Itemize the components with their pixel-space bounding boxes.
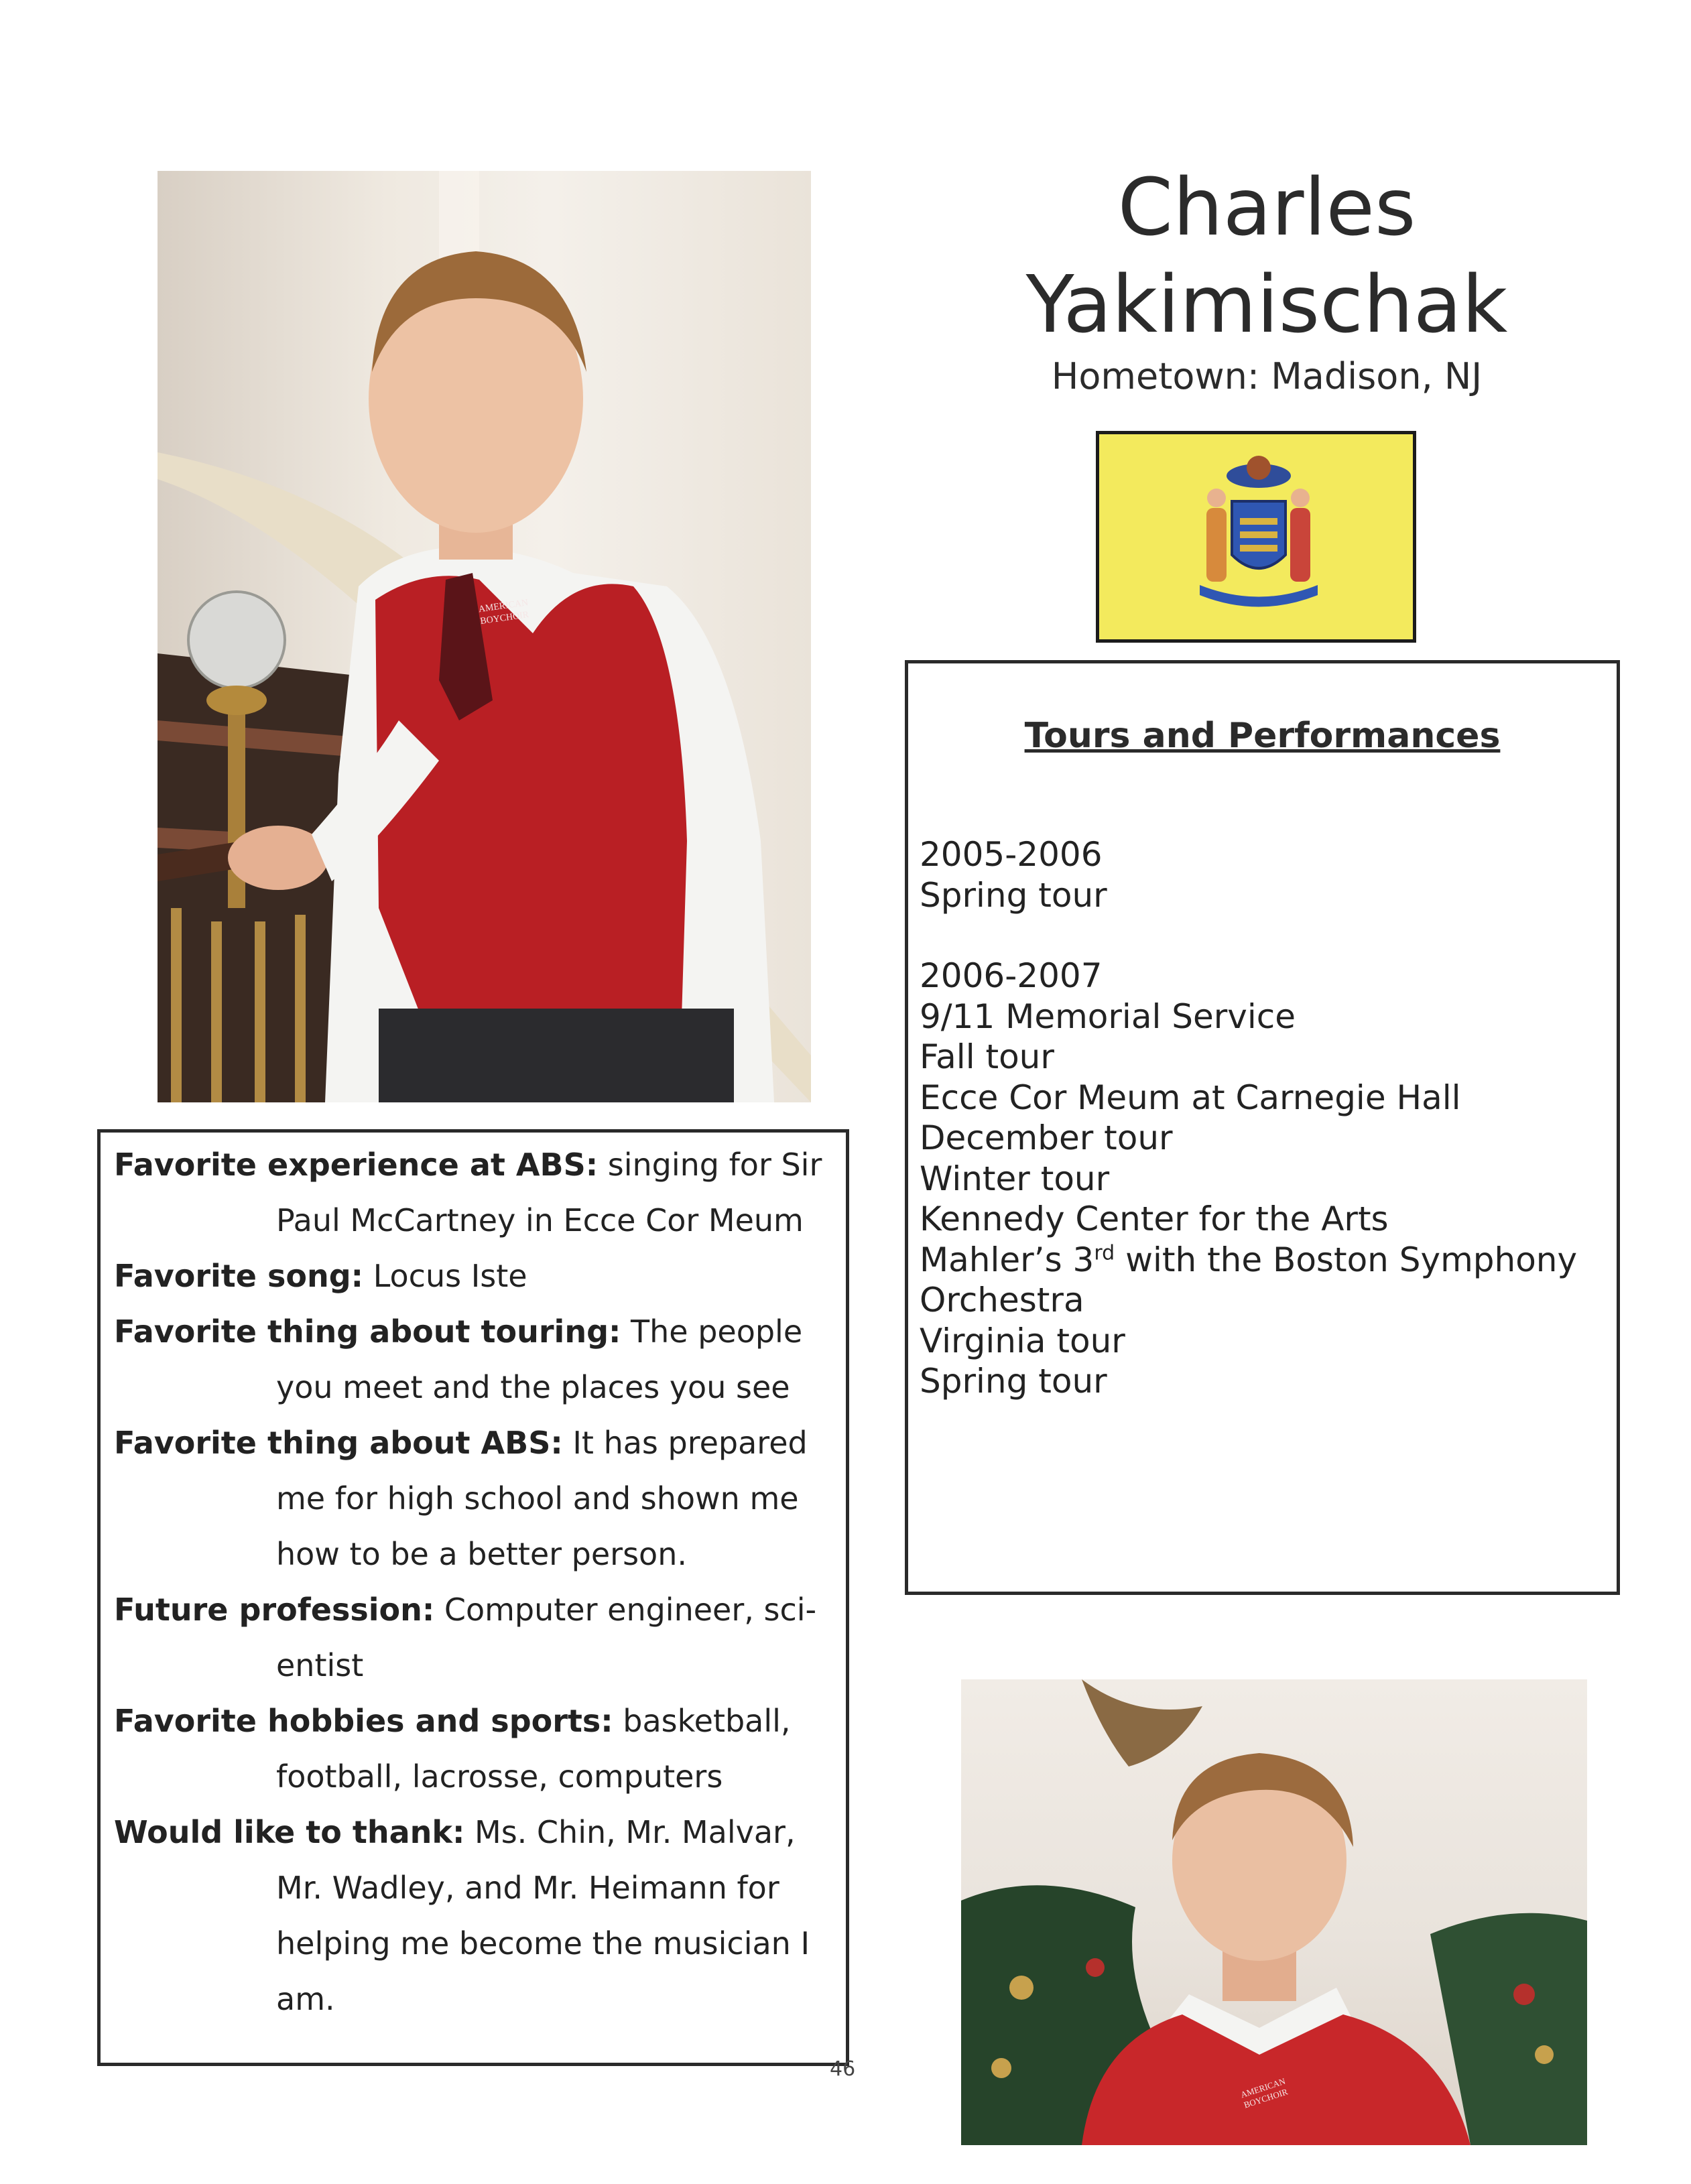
favorite-label: Favorite experience at ABS: [114,1147,599,1183]
tour-event: Mahler’s 3rd with the Boston Symphony [920,1240,1578,1279]
favorite-value: Ms. Chin, Mr. Malvar, [475,1814,796,1850]
favorite-value: The people [631,1313,803,1350]
tour-event: Ecce Cor Meum at Carnegie Hall [920,1078,1461,1117]
tours-list [920,834,1610,1402]
favorite-value: Locus Iste [373,1258,527,1294]
season-year: 2005-2006 [920,835,1103,874]
state-seal-icon [1099,434,1413,639]
favorite-entry [114,1415,834,1471]
tour-event: Orchestra [920,1281,1084,1320]
tour-event: Virginia tour [920,1321,1125,1360]
favorite-value: basketball, [623,1703,791,1739]
season-year: 2006-2007 [920,956,1103,995]
favorite-value: singing for Sir [607,1147,822,1183]
favorite-entry [114,1693,834,1749]
favorite-label: Would like to thank: [114,1814,465,1850]
favorite-label: Favorite hobbies and sports: [114,1703,613,1739]
favorite-value-cont: football, lacrosse, computers [276,1758,723,1795]
favorite-entry [114,1304,834,1360]
holiday-scene [961,1679,1587,2145]
tour-event: 9/11 Memorial Service [920,997,1296,1036]
holiday-photo [961,1679,1587,2145]
favorite-value: It has prepared [572,1425,808,1461]
favorite-value-cont: me for high school and shown me [276,1480,799,1517]
favorite-label: Favorite song: [114,1258,364,1294]
tour-event: Fall tour [920,1037,1054,1076]
vest-patch-text: AMERICAN BOYCHOIR [478,598,530,627]
first-name: Charles [1117,161,1416,253]
favorite-value-cont: entist [276,1647,364,1683]
ordinal-suffix: rd [1094,1240,1115,1265]
favorite-value-cont: helping me become the musician I [276,1925,810,1962]
portrait-photo [158,171,811,1102]
last-name: Yakimischak [1025,258,1508,350]
portrait-scene [158,171,811,1102]
page-number: 46 [830,2057,856,2081]
favorite-value-cont: you meet and the places you see [276,1369,790,1405]
favorite-entry [114,1137,834,1193]
tour-event: Winter tour [920,1159,1110,1198]
tour-event: Spring tour [920,1362,1107,1401]
favorite-value-cont: am. [276,1981,335,2017]
new-jersey-flag [1096,431,1416,643]
favorite-value: Computer engineer, sci- [444,1592,817,1628]
favorite-label: Favorite thing about touring: [114,1313,621,1350]
favorite-entry [114,1582,834,1638]
tours-title: Tours and Performances [1024,716,1501,756]
favorite-label: Favorite thing about ABS: [114,1425,563,1461]
favorite-value-cont: Mr. Wadley, and Mr. Heimann for [276,1870,779,1906]
favorite-value-cont: Paul McCartney in Ecce Cor Meum [276,1202,804,1238]
hometown: Hometown: Madison, NJ [1051,355,1483,397]
tour-event: Spring tour [920,875,1107,915]
tour-event: December tour [920,1118,1173,1157]
favorites-list [114,1137,834,2027]
sweater-patch-text: AMERICAN BOYCHOIR [1239,2075,1290,2110]
favorite-entry [114,1248,834,1304]
favorite-entry [114,1805,834,1860]
favorite-value-cont: how to be a better person. [276,1536,687,1572]
tour-event: Kennedy Center for the Arts [920,1200,1389,1238]
favorite-label: Future profession: [114,1592,435,1628]
